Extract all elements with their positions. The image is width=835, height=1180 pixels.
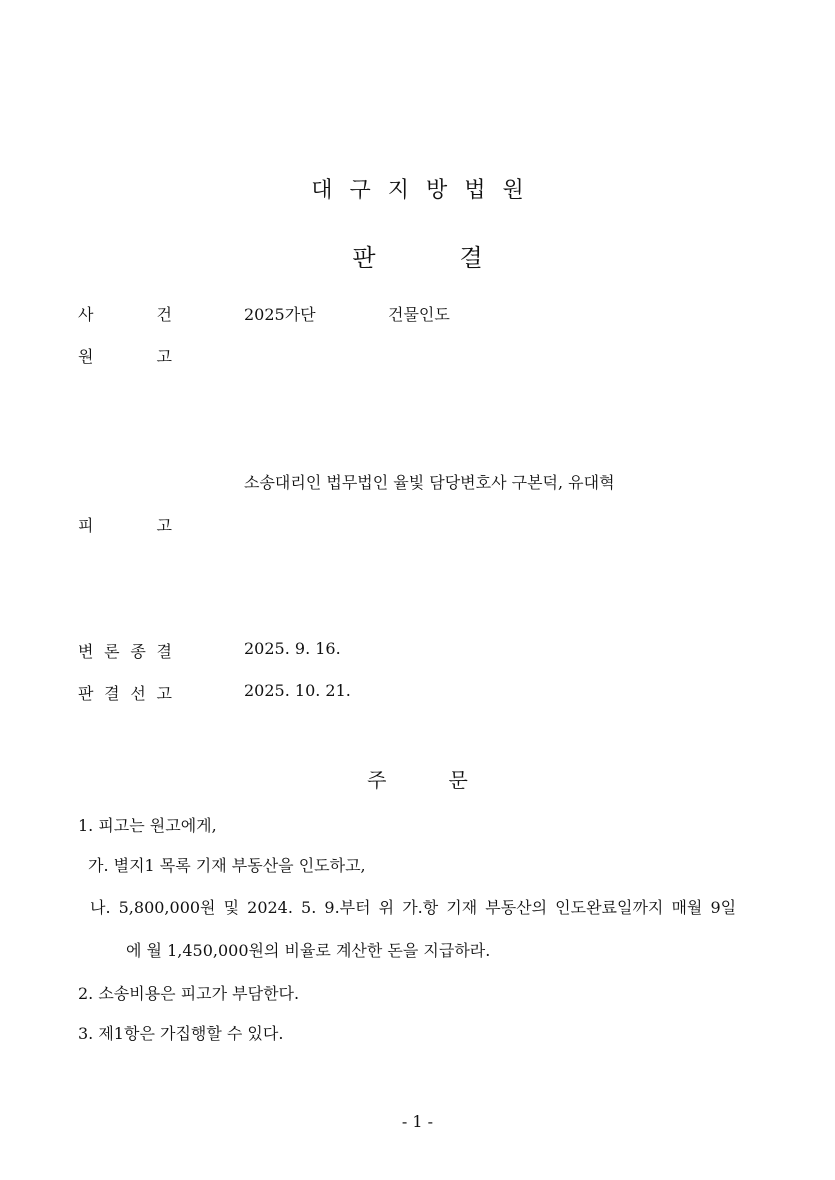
plaintiff-representative: 소송대리인 법무법인 율빛 담당변호사 구본덕, 유대혁 <box>244 473 615 492</box>
closing-label: 변 론 종 결 <box>78 642 172 661</box>
ruling-date: 2025. 10. 21. <box>244 681 351 700</box>
order-item-1b-continued: 에 월 1,450,000원의 비율로 계산한 돈을 지급하라. <box>126 941 491 960</box>
order-title: 주문 <box>367 768 530 792</box>
defendant-label: 피 고 <box>78 516 172 535</box>
page-number: - 1 - <box>401 1112 434 1131</box>
order-item-1b: 나. 5,800,000원 및 2024. 5. 9.부터 위 가.항 기재 부동산의 인도완료일까지 매월 9일 <box>90 898 737 917</box>
ruling-label: 판 결 선 고 <box>78 684 172 703</box>
order-item-1: 1. 피고는 원고에게, <box>78 816 217 835</box>
order-item-1a: 가. 별지1 목록 기재 부동산을 인도하고, <box>88 856 366 875</box>
document-title: 판결 <box>352 244 567 272</box>
case-number: 2025가단 <box>244 305 316 324</box>
closing-date: 2025. 9. 16. <box>244 639 341 658</box>
court-name: 대구지방법원 <box>311 178 541 203</box>
case-name: 건물인도 <box>388 305 450 324</box>
order-item-2: 2. 소송비용은 피고가 부담한다. <box>78 984 300 1003</box>
case-label: 사 건 <box>78 305 172 324</box>
order-item-3: 3. 제1항은 가집행할 수 있다. <box>78 1024 284 1043</box>
plaintiff-label: 원 고 <box>78 347 172 366</box>
